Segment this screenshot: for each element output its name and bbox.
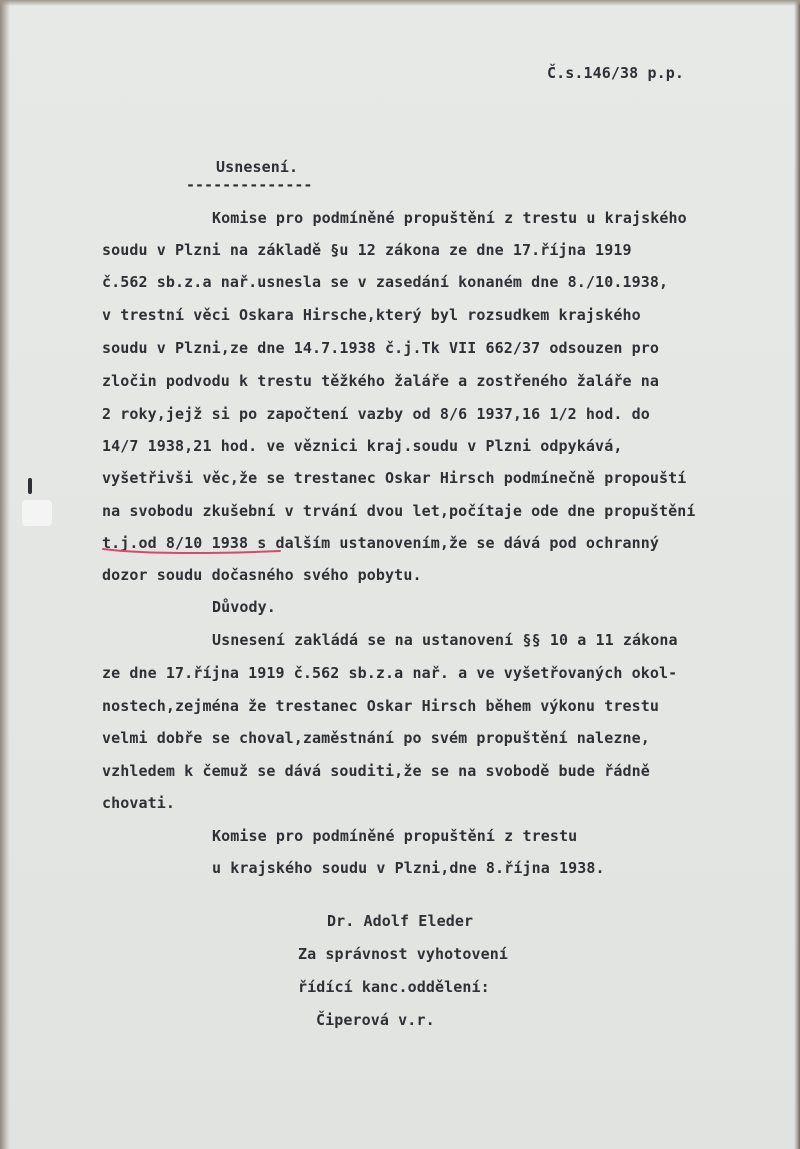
closing-line: Komise pro podmíněné propuštění z trestu [212,827,578,845]
red-pencil-underline [102,545,282,557]
reasons-line: velmi dobře se choval,zaměstnání po svém propuštění nalezne, [102,729,650,747]
reasons-line: vzhledem k čemuž se dává souditi,že se na svobodě bude řádně [102,762,650,780]
paper-damage-mark [22,500,52,526]
ink-blot-mark [28,478,32,494]
body-line: vyšetřivši věc,že se trestanec Oskar Hirsch podmínečně propouští [102,469,687,487]
reasons-line: Usnesení zakládá se na ustanovení §§ 10 a 11 zákona [212,631,678,649]
body-line: soudu v Plzni,ze dne 14.7.1938 č.j.Tk VII 662/37 odsouzen pro [102,339,659,357]
clerk-signature: Čiperová v.r. [316,1011,435,1029]
title-underline: -------------- [186,176,313,194]
body-line: zločin podvodu k trestu těžkého žaláře a zostřeného žaláře na [102,372,659,390]
office-line: řídící kanc.oddělení: [298,978,490,996]
reasons-line: nostech,zejména že trestanec Oskar Hirsch během výkonu trestu [102,697,659,715]
paper-edge-top [0,0,800,6]
body-line: 14/7 1938,21 hod. ve věznici kraj.soudu v Plzni odpykává, [102,437,623,455]
body-line: Komise pro podmíněné propuštění z trestu u krajského [212,209,687,227]
certification-line: Za správnost vyhotovení [298,945,509,963]
body-line: č.562 sb.z.a nař.usnesla se v zasedání konaném dne 8./10.1938, [102,273,669,291]
paper-edge-right [794,0,800,1149]
body-line: 2 roky,jejž si po započtení vazby od 8/6 1937,16 1/2 hod. do [102,405,650,423]
body-line: t.j.od 8/10 1938 s dalším ustanovením,že se dává pod ochranný [102,534,659,552]
body-line: v trestní věci Oskara Hirsche,který byl rozsudkem krajského [102,306,641,324]
signatory-name: Dr. Adolf Eleder [327,912,474,930]
paper-edge-left [0,0,10,1149]
reasons-line: ze dne 17.října 1919 č.562 sb.z.a nař. a ve vyšetřovaných okol- [102,664,678,682]
document-title: Usnesení. [216,158,299,176]
reasons-line: chovati. [102,794,176,812]
reference-number: Č.s.146/38 p.p. [547,64,684,82]
closing-line: u krajského soudu v Plzni,dne 8.října 1938. [212,859,605,877]
body-line: soudu v Plzni na základě §u 12 zákona ze dne 17.října 1919 [102,241,632,259]
body-line: dozor soudu dočasného svého pobytu. [102,566,422,584]
body-line: na svobodu zkušební v trvání dvou let,počítaje ode dne propuštění [102,502,696,520]
reasons-heading: Důvody. [212,598,276,616]
